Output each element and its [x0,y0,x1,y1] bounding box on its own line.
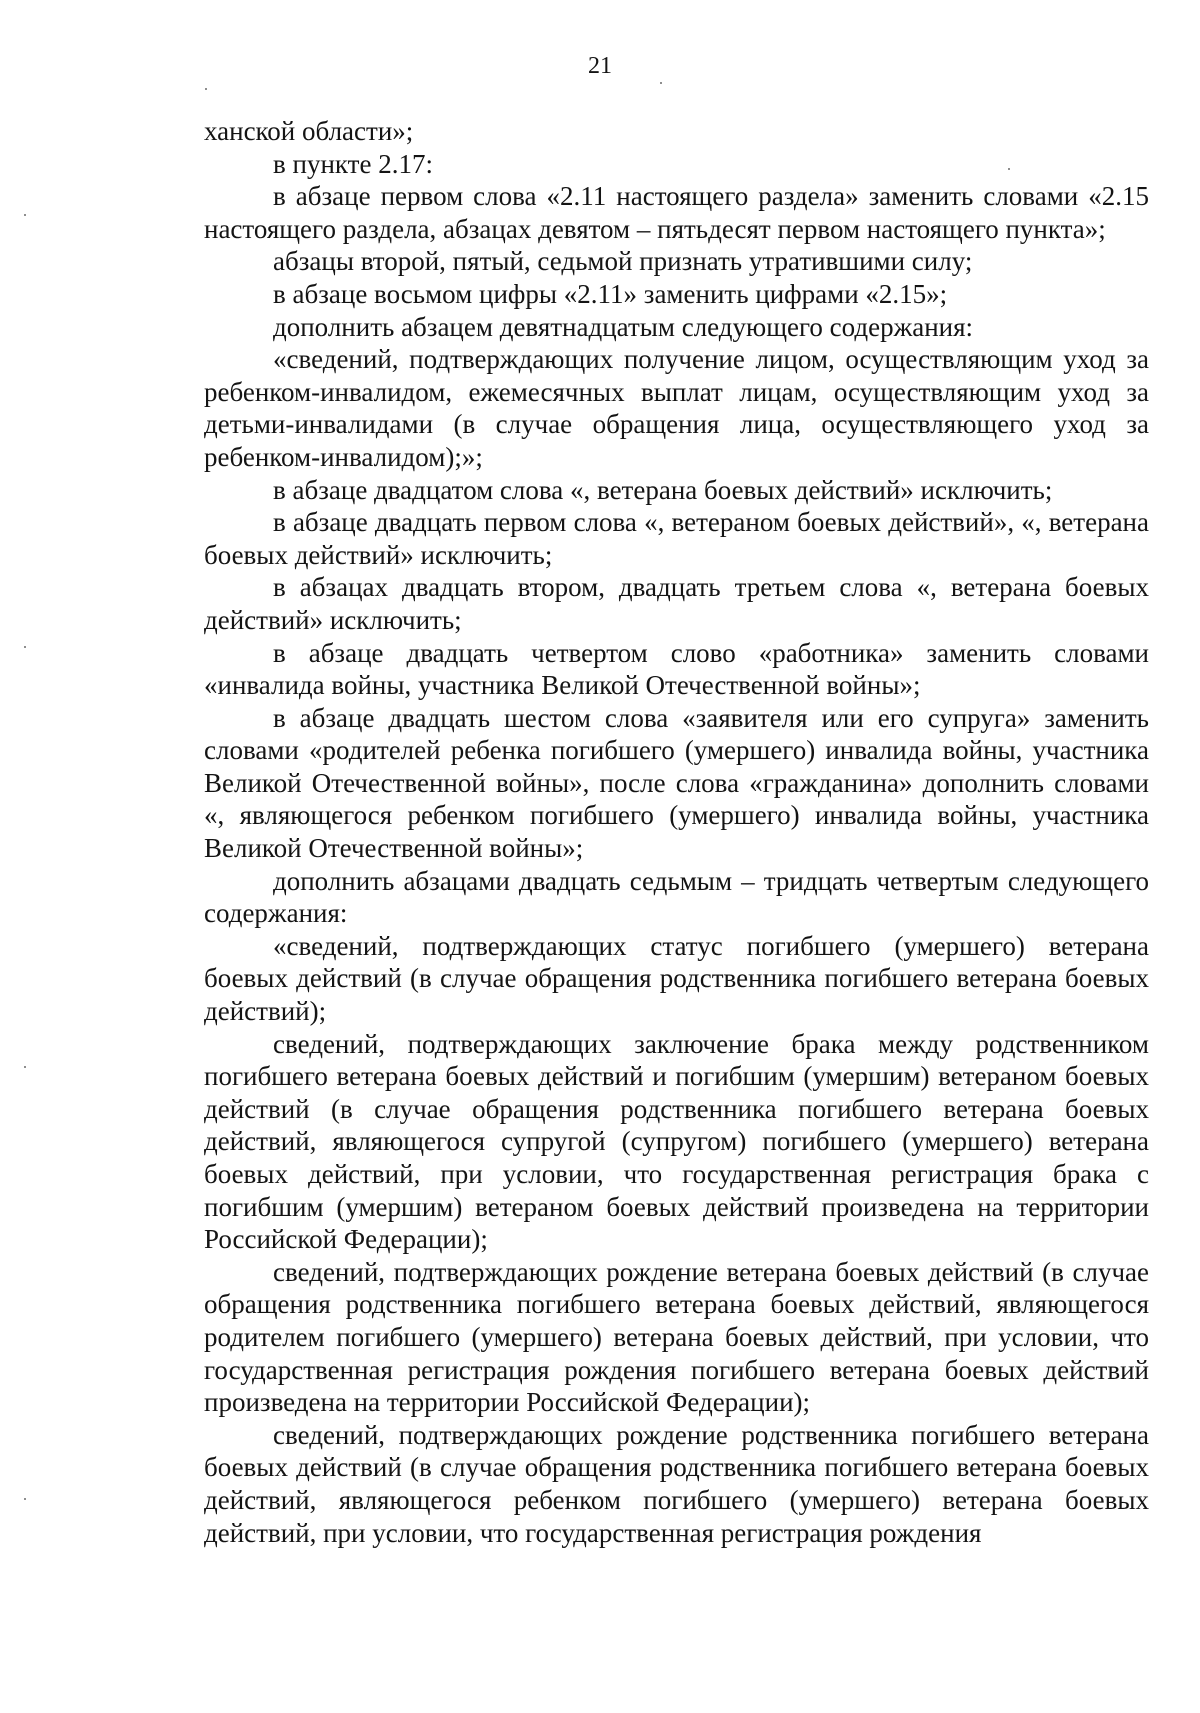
paragraph: в абзаце двадцать первом слова «, ветераном боевых действий», «, ветерана боевых действий» исключить; [204,507,1149,570]
paragraph: в абзаце восьмом цифры «2.11» заменить цифрами «2.15»; [273,278,948,309]
scan-speck [24,1066,26,1068]
paragraph: в абзацах двадцать втором, двадцать третьем слова «, ветерана боевых действий» исключить; [204,572,1149,635]
paragraph: в абзаце двадцать шестом слова «заявителя или его супруга» заменить словами «родителей ребенка погибшего (умершего) инвалида войны, участника Великой Отечественной войны», после слова «гражданина» дополнить словами «, являющегося ребенком погибшего (умершего) инвалида войны, участника Великой Отечественной войны»; [204,702,1149,864]
paragraph: «сведений, подтверждающих статус погибшего (умершего) ветерана боевых действий (в случае обращения родственника погибшего ветерана боевых действий); [204,930,1149,1027]
paragraph: ханской области»; [204,116,414,146]
scan-speck [205,88,207,90]
paragraph: дополнить абзацами двадцать седьмым – тридцать четвертым следующего содержания: [204,865,1149,929]
scan-speck [24,1498,26,1500]
scan-speck [660,82,662,84]
paragraph: дополнить абзацем девятнадцатым следующего содержания: [273,311,974,342]
paragraph: абзацы второй, пятый, седьмой признать утратившими силу; [273,246,973,277]
scan-speck [24,646,26,648]
page-number: 21 [588,53,612,79]
paragraph: сведений, подтверждающих заключение брака между родственником погибшего ветерана боевых действий и погибшим (умершим) ветераном боевых действий (в случае обращения родственника погибшего ветерана боевых действий, являющегося супругой (супругом) погибшего (умершего) ветерана боевых действий, при условии, что государственная регистрация брака с погибшим (умершим) ветераном боевых действий произведена на территории Российской Федерации); [204,1028,1149,1255]
scan-speck [1008,168,1010,170]
document-body [204,115,1149,1549]
paragraph: в пункте 2.17: [273,148,433,179]
paragraph: в абзаце первом слова «2.11 настоящего раздела» заменить словами «2.15 настоящего раздела, абзацах девятом – пятьдесят первом настоящего пункта»; [204,181,1149,244]
paragraph: сведений, подтверждающих рождение родственника погибшего ветерана боевых действий (в случае обращения родственника погибшего ветерана боевых действий, являющегося ребенком погибшего (умершего) ветерана боевых действий, при условии, что государственная регистрация рождения [204,1419,1149,1548]
scan-speck [24,214,26,216]
paragraph: сведений, подтверждающих рождение ветерана боевых действий (в случае обращения родственника погибшего ветерана боевых действий, являющегося родителем погибшего (умершего) ветерана боевых действий, при условии, что государственная регистрация рождения погибшего ветерана боевых действий произведена на территории Российской Федерации); [204,1256,1149,1418]
paragraph: в абзаце двадцать четвертом слово «работника» заменить словами «инвалида войны, участника Великой Отечественной войны»; [204,637,1149,701]
paragraph: в абзаце двадцатом слова «, ветерана боевых действий» исключить; [273,474,1053,505]
paragraph: «сведений, подтверждающих получение лицом, осуществляющим уход за ребенком-инвалидом, ежемесячных выплат лицам, осуществляющим уход за детьми-инвалидами (в случае обращения лица, осуществляющего уход за ребенком-инвалидом);»; [204,344,1149,472]
